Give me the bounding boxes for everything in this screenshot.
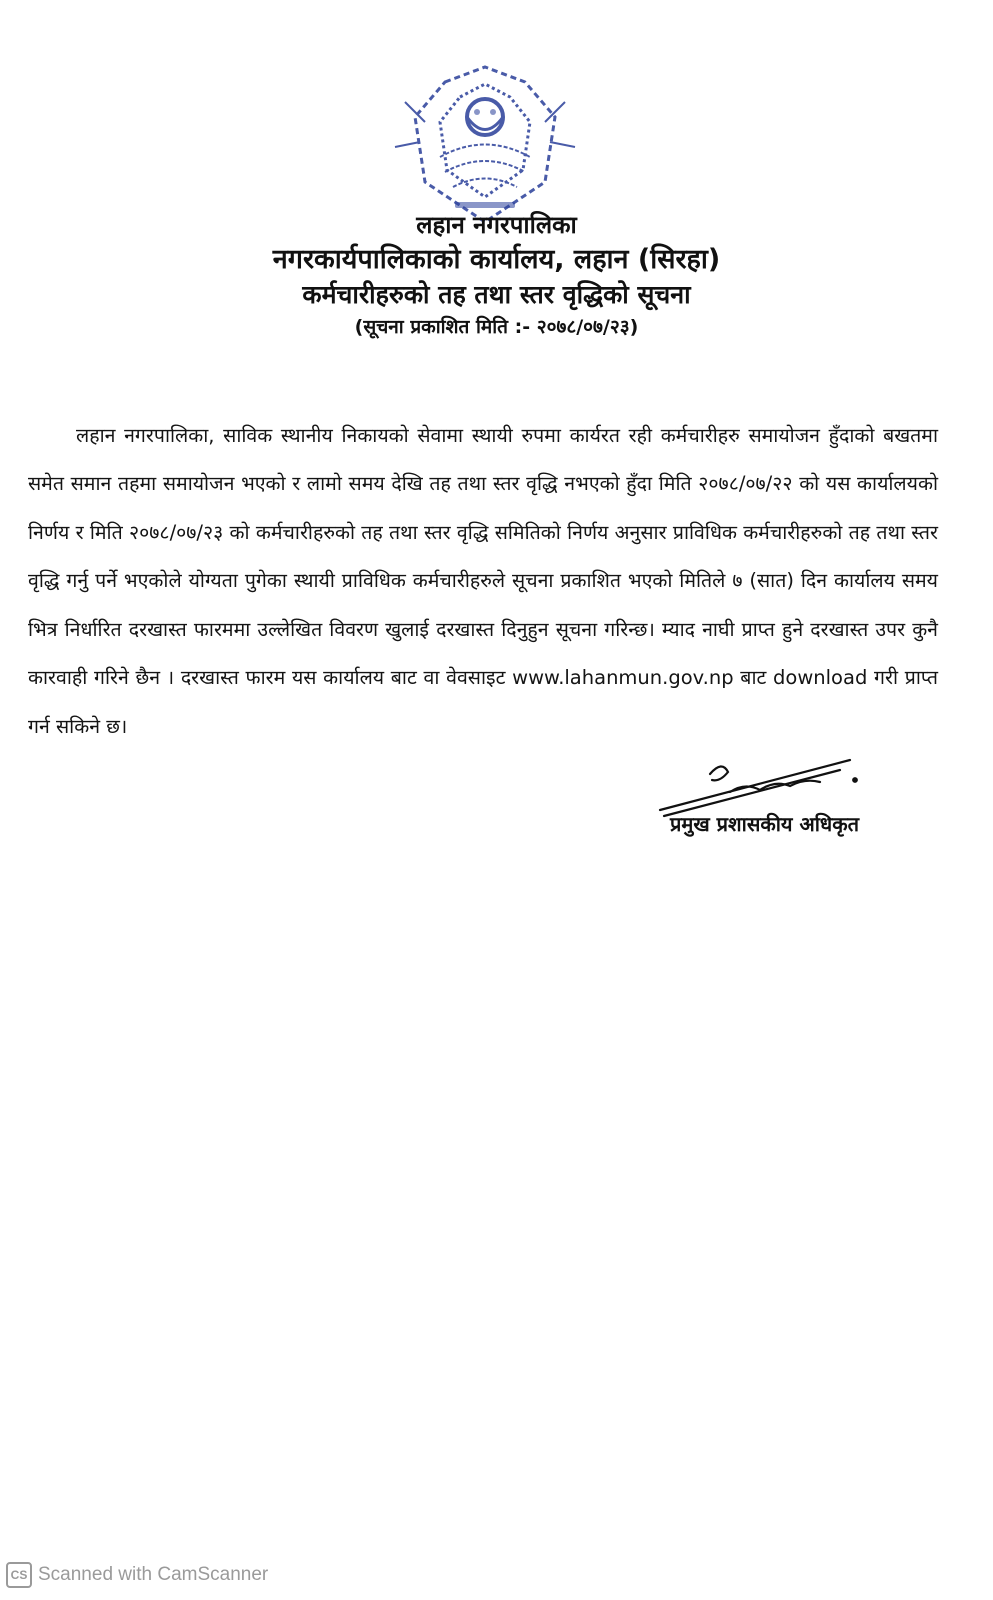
municipality-name: लहान नगरपालिका — [416, 211, 577, 239]
published-date: (सूचना प्रकाशित मिति :- २०७८/०७/२३) — [354, 316, 639, 339]
notice-title: कर्मचारीहरुको तह तथा स्तर वृद्धिको सूचना — [302, 279, 691, 309]
camscanner-logo-icon: CS — [6, 1562, 32, 1588]
signatory-designation: प्रमुख प्रशासकीय अधिकृत — [670, 812, 859, 836]
camscanner-watermark — [6, 1562, 268, 1588]
camscanner-text: Scanned with CamScanner — [38, 1564, 269, 1585]
notice-body: लहान नगरपालिका, साविक स्थानीय निकायको सेवामा स्थायी रुपमा कार्यरत रही कर्मचारीहरु समायोजन हुँदाको बखतमा समेत समान तहमा समायोजन भएको र लामो समय देखि तह तथा स्तर वृद्धि नभएको हुँदा मिति २०७८/०७/२२ को यस कार्यालयको निर्णय र मिति २०७८/०७/२३ को कर्मचारीहरुको तह तथा स्तर वृद्धि समितिको निर्णय अनुसार प्राविधिक कर्मचारीहरुको तह तथा स्तर वृद्धि गर्नु पर्ने भएकोले योग्यता पुगेका स्थायी प्राविधिक कर्मचारीहरुले सूचना प्रकाशित भएको मितिले ७ (सात) दिन कार्यालय समय भित्र निर्धारित दरखास्त फारममा उल्लेखित विवरण खुलाई दरखास्त दिनुहुन सूचना गरिन्छ। म्याद नाघी प्राप्त हुने दरखास्त उपर कुनै कारवाही गरिने छैन । दरखास्त फारम यस कार्यालय बाट वा वेवसाइट www.lahanmun.gov.np बाट download गरी प्राप्त गर्न सकिने छ। — [28, 423, 938, 739]
signature-block — [650, 752, 910, 862]
notice-header — [0, 212, 993, 339]
office-name: नगरकार्यपालिकाको कार्यालय, लहान (सिरहा) — [272, 243, 721, 275]
